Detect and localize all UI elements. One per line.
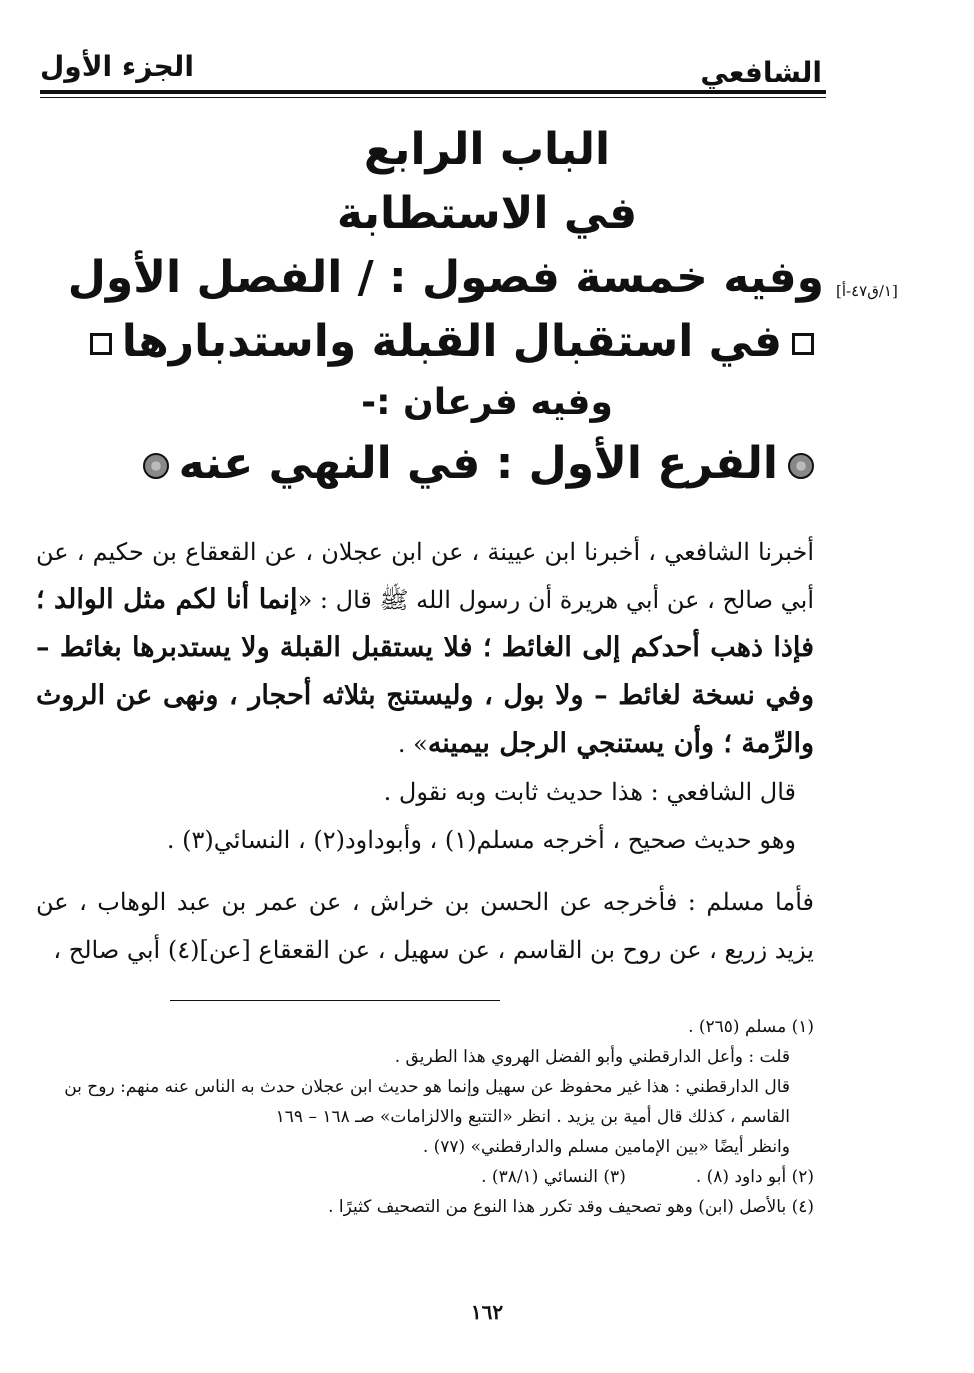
muslim-chain: فأما مسلم : فأخرجه عن الحسن بن خراش ، عن عمر بن عبد الوهاب ، عن يزيد زريع ، عن روح بن القاسم ، عن سهيل ، عن القعقاع [عن](٤) أبي صالح ، [36, 888, 814, 964]
chapter-subject: في الاستطابة [336, 188, 638, 239]
takhrij-summary: وهو حديث صحيح ، أخرجه مسلم(١) ، وأبوداود(٢) ، النسائي(٣) . [166, 826, 796, 854]
section-subject-text: في استقبال القبلة واستدبارها [121, 316, 782, 367]
header-rule-thin [40, 97, 826, 98]
running-header-title: الشافعي [700, 56, 822, 89]
hadith-text: إنما أنا لكم مثل الوالد ؛ فإذا ذهب أحدكم إلى الغائط ؛ فلا يستقبل القبلة ولا يستدبرها بغائط – وفي نسخة لغائط – ولا بول ، وليستنج بثلاثه أحجار ، ونهى عن الروث والرِّمة ؛ وأن يستنجي الرجل بيمينه [36, 584, 814, 759]
chapter-title: الباب الرابع [363, 124, 611, 175]
square-ornament-icon [792, 333, 814, 355]
footnote-3: (٣) النسائي (٣٨/١) . [481, 1167, 626, 1187]
chapter-headings [67, 118, 824, 496]
footnote-2: (٢) أبو داود (٨) . [695, 1167, 814, 1187]
circle-ornament-icon [788, 453, 814, 479]
footnote-1-daraqutni: قال الدارقطني : هذا غير محفوظ عن سهيل وإنما هو حديث ابن عجلان حدث به الناس عنه منهم: روح بن القاسم ، كذلك قال أمية بن يزيد . انظر «التتبع والالزامات» صـ ١٦٨ – ١٦٩ [64, 1077, 790, 1127]
footnote-1: (١) مسلم (٢٦٥) . [688, 1017, 814, 1037]
header-rule-thick [40, 90, 826, 94]
page-number: ١٦٢ [470, 1300, 504, 1324]
section-heading: وفيه خمسة فصول : / الفصل الأول [67, 252, 824, 303]
footnote-separator [170, 1000, 500, 1001]
hadith-close: » . [397, 730, 428, 758]
footnotes-2-3 [36, 1162, 814, 1192]
running-header-volume: الجزء الأول [40, 50, 194, 83]
footnotes [36, 1012, 814, 1222]
shafii-comment: قال الشافعي : هذا حديث ثابت وبه نقول . [383, 778, 796, 806]
footnote-1-reference: وانظر أيضًا «بين الإمامين مسلم والدارقطني» (٧٧) . [422, 1137, 790, 1157]
footnote-4: (٤) بالأصل (ابن) وهو تصحيف وقد تكرر هذا النوع من التصحيف كثيرًا . [328, 1197, 814, 1217]
square-ornament-icon [90, 333, 112, 355]
isnad-text: أخبرنا الشافعي ، أخبرنا ابن عيينة ، عن ابن عجلان ، عن القعقاع بن حكيم ، عن أبي صالح ، عن أبي هريرة أن رسول الله ﷺ قال : « [36, 538, 814, 614]
main-text [36, 528, 814, 974]
hadith-paragraph [36, 528, 814, 768]
branches-intro: وفيه فرعان :- [361, 382, 613, 423]
circle-ornament-icon [143, 453, 169, 479]
footnote-1-comment: قلت : وأعل الدارقطني وأبو الفضل الهروي هذا الطريق . [394, 1047, 790, 1067]
branch-heading [150, 432, 824, 496]
section-subject [121, 310, 824, 374]
manuscript-folio-note: [١/ق٤٧-أ] [836, 282, 898, 300]
branch-heading-text: الفرع الأول : في النهي عنه [178, 438, 778, 489]
